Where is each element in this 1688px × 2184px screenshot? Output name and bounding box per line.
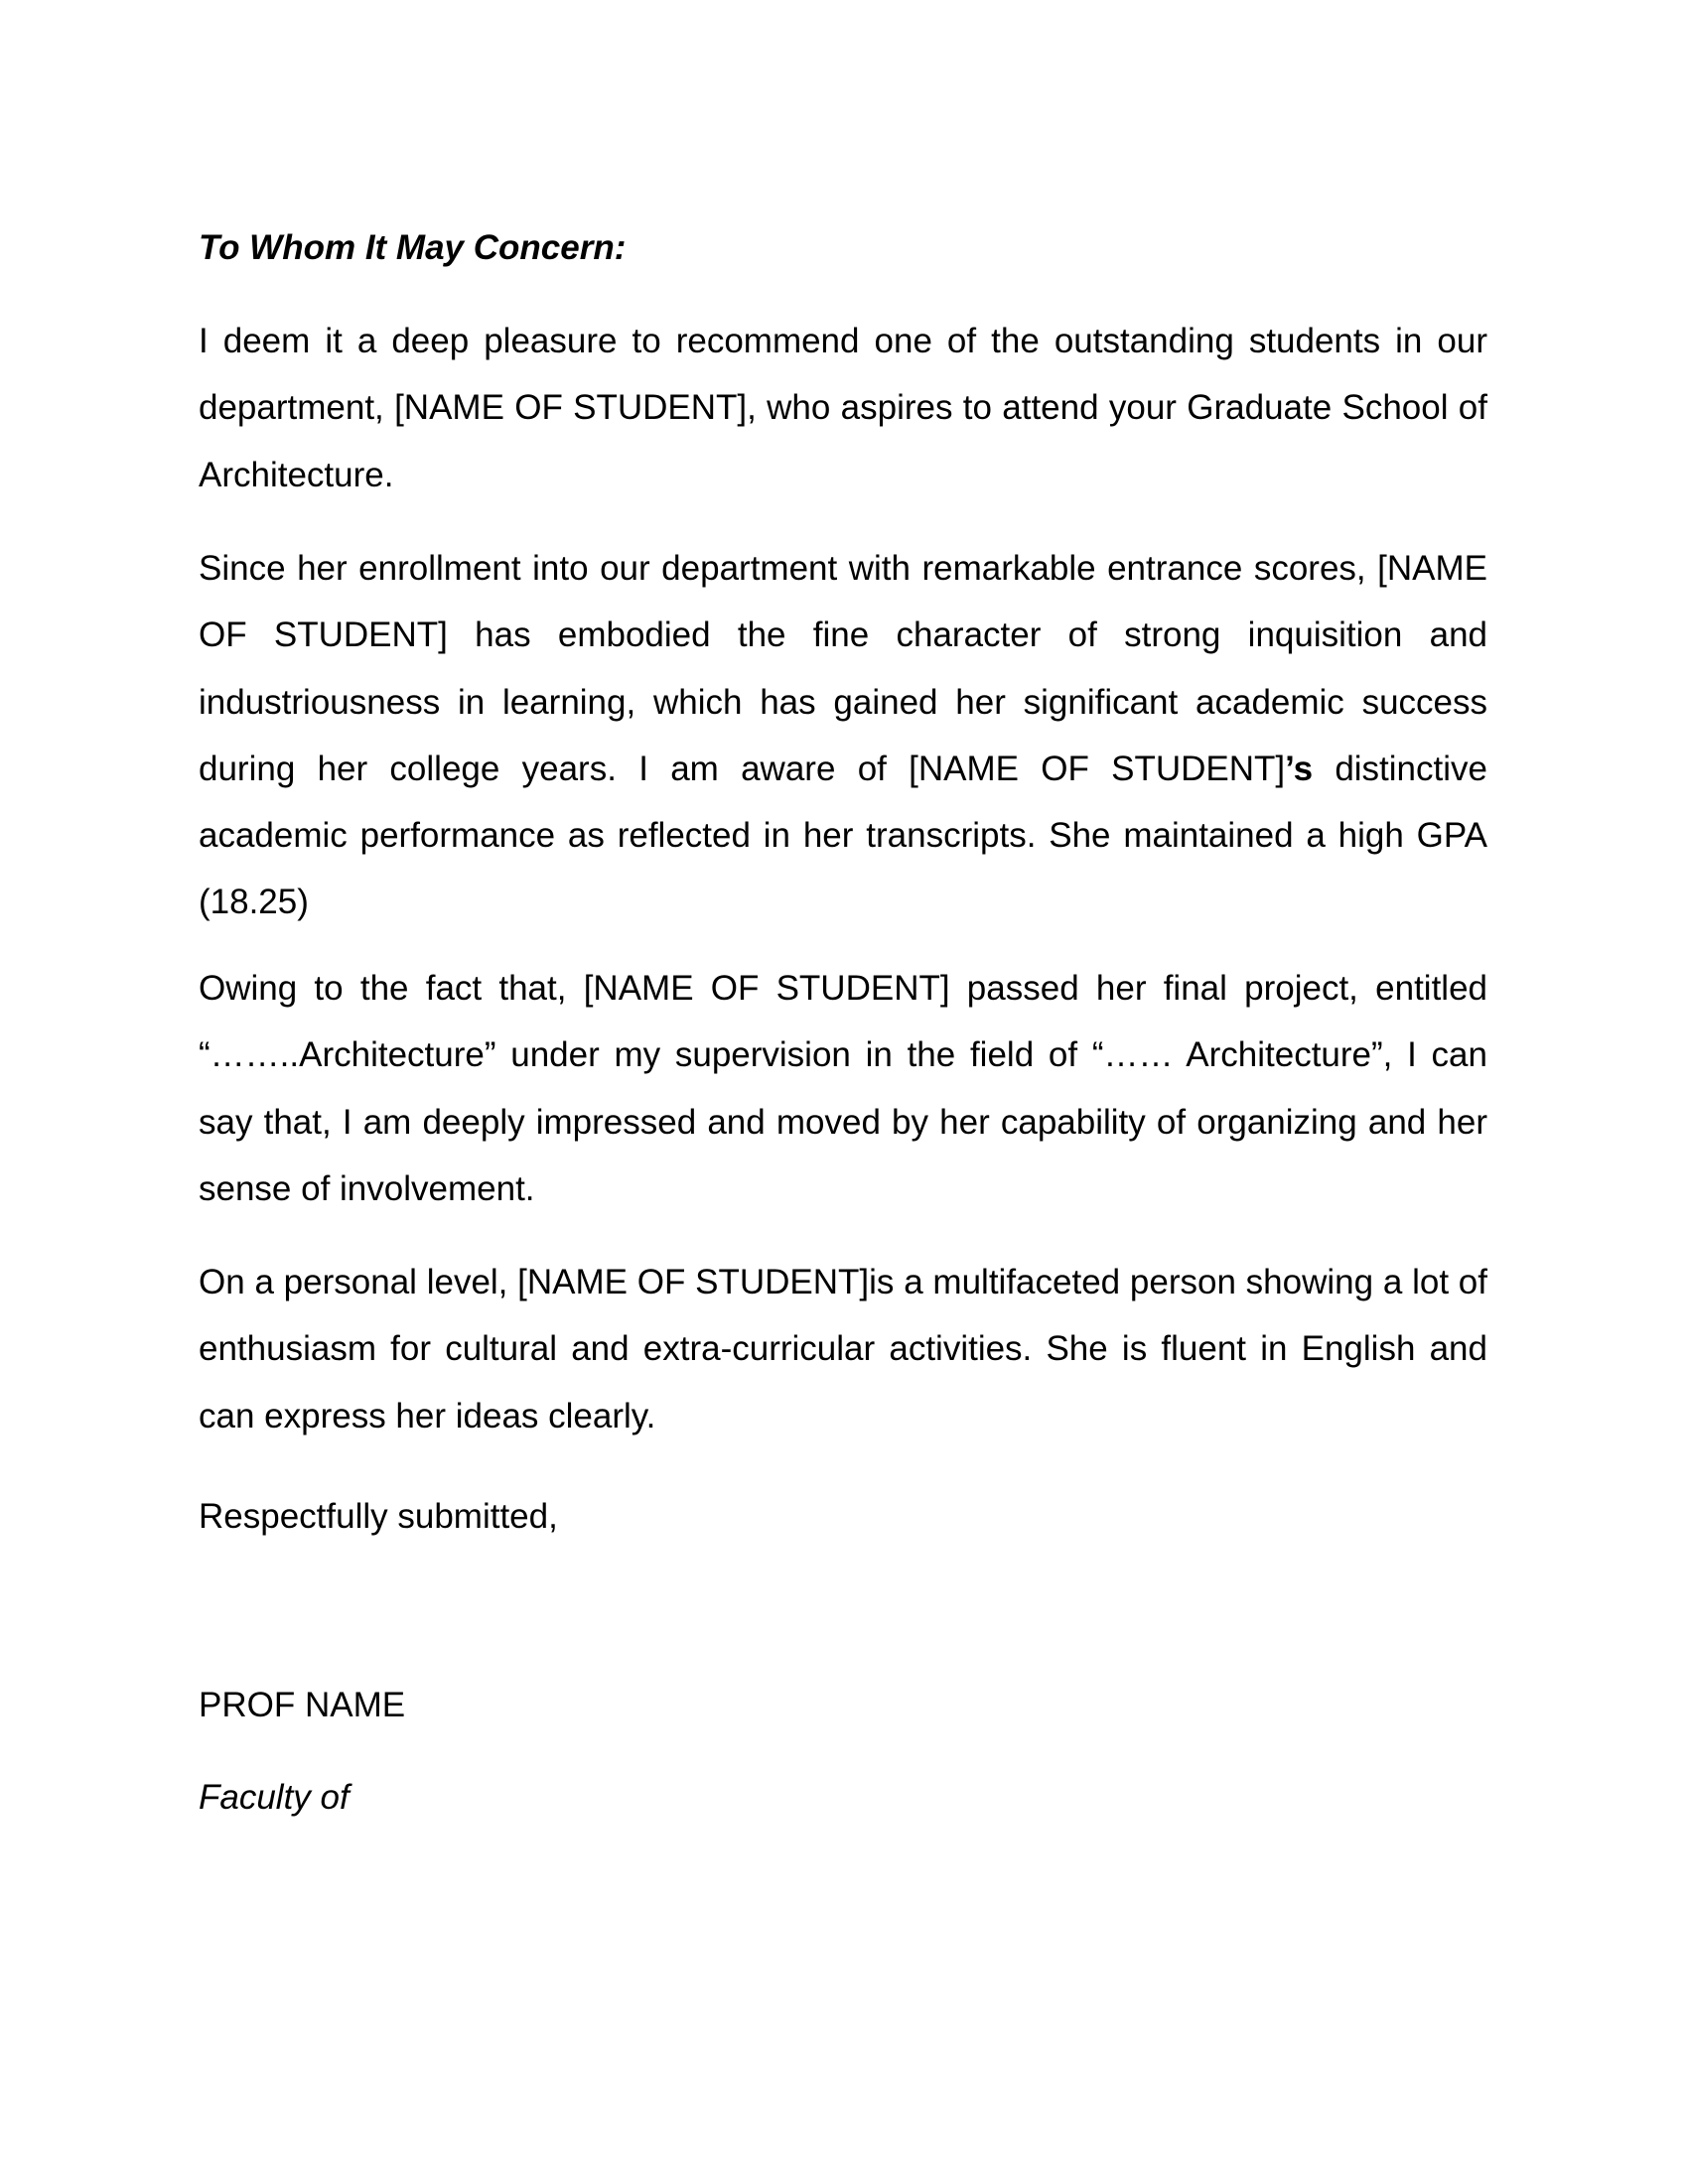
paragraph-final-project: Owing to the fact that, [NAME OF STUDENT] passed her final project, entitled “……..Architecture” under my supervision in the field of “…… Architecture”, I can say that, I am deeply impressed and moved by her capability of organizing and her sense of involvement. bbox=[199, 969, 1487, 1208]
salutation: To Whom It May Concern: bbox=[199, 228, 627, 267]
closing-line: Respectfully submitted, bbox=[199, 1497, 558, 1536]
paragraph-introduction: I deem it a deep pleasure to recommend one of the outstanding students in our department, [NAME OF STUDENT], who aspires to attend your Graduate School of Architecture. bbox=[199, 322, 1487, 494]
paragraph-academic-record bbox=[199, 535, 1487, 936]
paragraph-academic-record-text-1: Since her enrollment into our department with remarkable entrance scores, [NAME OF STUDENT] has embodied the fine character of strong inquisition and industriousness in learning, which has gained her significant academic success during her college years. I am aware of [NAME OF STUDENT] bbox=[199, 549, 1487, 788]
possessive-bold: ’s bbox=[1285, 749, 1314, 788]
paragraph-personal: On a personal level, [NAME OF STUDENT]is a multifaceted person showing a lot of enthusiasm for cultural and extra-curricular activities. She is fluent in English and can express her ideas clearly. bbox=[199, 1263, 1487, 1435]
signer-title: Faculty of bbox=[199, 1778, 350, 1817]
signer-name: PROF NAME bbox=[199, 1686, 406, 1724]
paragraph-academic-record-text-2: distinctive academic performance as reflected in her transcripts. She maintained a high GPA (18.25) bbox=[199, 749, 1487, 922]
